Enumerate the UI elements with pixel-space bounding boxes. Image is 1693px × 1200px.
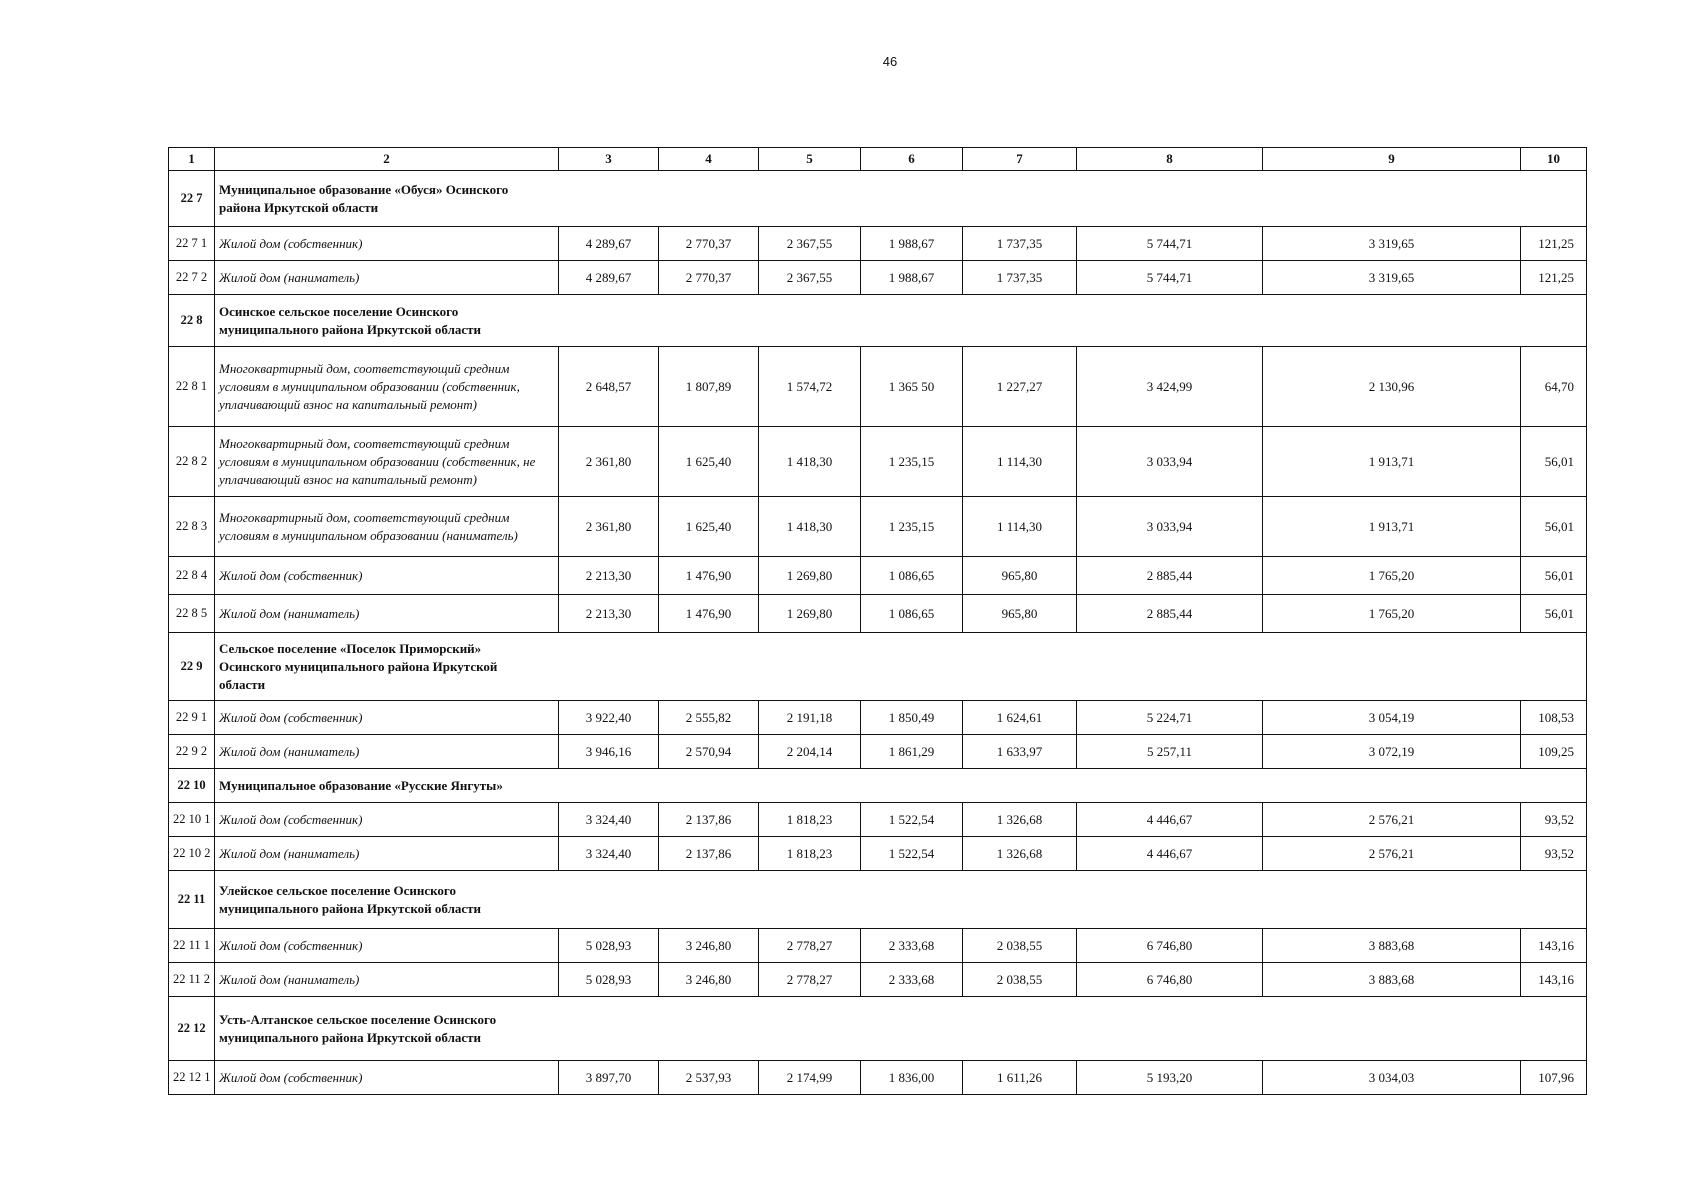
value-cell: 2 778,27 — [759, 929, 861, 963]
value-cell: 1 625,40 — [659, 497, 759, 557]
row-code: 22 8 1 — [169, 347, 215, 427]
row-description: Жилой дом (собственник) — [215, 803, 559, 837]
value-cell: 2 137,86 — [659, 803, 759, 837]
table-row — [169, 261, 1587, 295]
value-cell: 2 885,44 — [1077, 557, 1263, 595]
column-header: 8 — [1077, 148, 1263, 171]
value-cell: 1 326,68 — [963, 803, 1077, 837]
row-description: Жилой дом (наниматель) — [215, 261, 559, 295]
table-row — [169, 595, 1587, 633]
value-cell: 107,96 — [1521, 1061, 1587, 1095]
value-cell: 5 224,71 — [1077, 701, 1263, 735]
value-cell: 4 446,67 — [1077, 837, 1263, 871]
section-title — [215, 769, 1587, 803]
value-cell: 2 137,86 — [659, 837, 759, 871]
value-cell: 1 818,23 — [759, 803, 861, 837]
value-cell: 1 861,29 — [861, 735, 963, 769]
value-cell: 965,80 — [963, 557, 1077, 595]
value-cell: 5 744,71 — [1077, 227, 1263, 261]
row-description: Многоквартирный дом, соответствующий средним условиям в муниципальном образовании (собственник, уплачивающий взнос на капитальный ремонт) — [215, 347, 559, 427]
value-cell: 3 883,68 — [1263, 929, 1521, 963]
column-header: 1 — [169, 148, 215, 171]
section-title-text: Муниципальное образование «Русские Янгуты» — [219, 777, 503, 793]
row-code: 22 8 2 — [169, 427, 215, 497]
value-cell: 3 922,40 — [559, 701, 659, 735]
value-cell: 1 818,23 — [759, 837, 861, 871]
section-row — [169, 871, 1587, 929]
value-cell: 1 418,30 — [759, 497, 861, 557]
value-cell: 2 174,99 — [759, 1061, 861, 1095]
value-cell: 1 418,30 — [759, 427, 861, 497]
tariff-table — [168, 147, 1587, 1095]
table-row — [169, 929, 1587, 963]
row-description: Многоквартирный дом, соответствующий средним условиям в муниципальном образовании (наниматель) — [215, 497, 559, 557]
value-cell: 1 114,30 — [963, 427, 1077, 497]
row-description: Жилой дом (наниматель) — [215, 837, 559, 871]
row-code: 22 8 5 — [169, 595, 215, 633]
table-row — [169, 497, 1587, 557]
value-cell: 1 476,90 — [659, 595, 759, 633]
row-code: 22 11 — [169, 871, 215, 929]
value-cell: 2 130,96 — [1263, 347, 1521, 427]
value-cell: 1 850,49 — [861, 701, 963, 735]
value-cell: 2 778,27 — [759, 963, 861, 997]
value-cell: 5 257,11 — [1077, 735, 1263, 769]
row-code: 22 12 1 — [169, 1061, 215, 1095]
value-cell: 1 737,35 — [963, 261, 1077, 295]
value-cell: 56,01 — [1521, 497, 1587, 557]
row-code: 22 11 2 — [169, 963, 215, 997]
value-cell: 2 191,18 — [759, 701, 861, 735]
value-cell: 3 424,99 — [1077, 347, 1263, 427]
row-description: Жилой дом (наниматель) — [215, 963, 559, 997]
row-description: Жилой дом (собственник) — [215, 701, 559, 735]
value-cell: 1 765,20 — [1263, 557, 1521, 595]
page-number: 46 — [882, 54, 898, 69]
value-cell: 143,16 — [1521, 929, 1587, 963]
value-cell: 56,01 — [1521, 557, 1587, 595]
value-cell: 3 319,65 — [1263, 227, 1521, 261]
value-cell: 93,52 — [1521, 837, 1587, 871]
value-cell: 1 227,27 — [963, 347, 1077, 427]
value-cell: 1 574,72 — [759, 347, 861, 427]
value-cell: 1 624,61 — [963, 701, 1077, 735]
value-cell: 2 770,37 — [659, 227, 759, 261]
value-cell: 2 038,55 — [963, 929, 1077, 963]
value-cell: 3 324,40 — [559, 837, 659, 871]
column-header: 2 — [215, 148, 559, 171]
value-cell: 5 744,71 — [1077, 261, 1263, 295]
row-code: 22 7 2 — [169, 261, 215, 295]
column-header: 5 — [759, 148, 861, 171]
value-cell: 1 765,20 — [1263, 595, 1521, 633]
value-cell: 5 193,20 — [1077, 1061, 1263, 1095]
value-cell: 965,80 — [963, 595, 1077, 633]
value-cell: 1 988,67 — [861, 227, 963, 261]
value-cell: 56,01 — [1521, 427, 1587, 497]
column-header: 6 — [861, 148, 963, 171]
value-cell: 3 033,94 — [1077, 497, 1263, 557]
value-cell: 108,53 — [1521, 701, 1587, 735]
value-cell: 2 213,30 — [559, 557, 659, 595]
row-description: Жилой дом (собственник) — [215, 557, 559, 595]
row-code: 22 9 1 — [169, 701, 215, 735]
column-header: 10 — [1521, 148, 1587, 171]
row-description: Жилой дом (собственник) — [215, 1061, 559, 1095]
section-row — [169, 997, 1587, 1061]
value-cell: 1 365 50 — [861, 347, 963, 427]
value-cell: 93,52 — [1521, 803, 1587, 837]
value-cell: 3 897,70 — [559, 1061, 659, 1095]
value-cell: 2 885,44 — [1077, 595, 1263, 633]
value-cell: 1 807,89 — [659, 347, 759, 427]
table-row — [169, 701, 1587, 735]
row-code: 22 10 2 — [169, 837, 215, 871]
value-cell: 1 269,80 — [759, 595, 861, 633]
value-cell: 3 946,16 — [559, 735, 659, 769]
table-row — [169, 347, 1587, 427]
section-row — [169, 295, 1587, 347]
table-row — [169, 427, 1587, 497]
value-cell: 3 324,40 — [559, 803, 659, 837]
value-cell: 3 246,80 — [659, 929, 759, 963]
table-row — [169, 803, 1587, 837]
section-title — [215, 171, 1587, 227]
value-cell: 3 883,68 — [1263, 963, 1521, 997]
value-cell: 3 072,19 — [1263, 735, 1521, 769]
value-cell: 143,16 — [1521, 963, 1587, 997]
table-row — [169, 227, 1587, 261]
column-header: 7 — [963, 148, 1077, 171]
value-cell: 1 235,15 — [861, 427, 963, 497]
value-cell: 6 746,80 — [1077, 963, 1263, 997]
value-cell: 2 361,80 — [559, 497, 659, 557]
value-cell: 3 319,65 — [1263, 261, 1521, 295]
value-cell: 2 367,55 — [759, 261, 861, 295]
value-cell: 2 555,82 — [659, 701, 759, 735]
table-row — [169, 557, 1587, 595]
row-code: 22 10 1 — [169, 803, 215, 837]
value-cell: 1 913,71 — [1263, 497, 1521, 557]
value-cell: 1 913,71 — [1263, 427, 1521, 497]
row-code: 22 7 — [169, 171, 215, 227]
value-cell: 1 522,54 — [861, 837, 963, 871]
value-cell: 56,01 — [1521, 595, 1587, 633]
row-code: 22 10 — [169, 769, 215, 803]
table-row — [169, 1061, 1587, 1095]
table-row — [169, 963, 1587, 997]
section-title-text: Сельское поселение «Поселок Приморский» Осинского муниципального района Иркутской области — [219, 640, 498, 692]
value-cell: 3 054,19 — [1263, 701, 1521, 735]
value-cell: 2 576,21 — [1263, 803, 1521, 837]
value-cell: 1 269,80 — [759, 557, 861, 595]
value-cell: 2 213,30 — [559, 595, 659, 633]
value-cell: 1 235,15 — [861, 497, 963, 557]
value-cell: 2 576,21 — [1263, 837, 1521, 871]
value-cell: 1 625,40 — [659, 427, 759, 497]
value-cell: 121,25 — [1521, 261, 1587, 295]
table-body — [169, 171, 1587, 1095]
value-cell: 1 737,35 — [963, 227, 1077, 261]
value-cell: 2 770,37 — [659, 261, 759, 295]
value-cell: 2 537,93 — [659, 1061, 759, 1095]
value-cell: 5 028,93 — [559, 963, 659, 997]
section-title — [215, 997, 1587, 1061]
value-cell: 1 086,65 — [861, 557, 963, 595]
row-code: 22 8 — [169, 295, 215, 347]
section-row — [169, 171, 1587, 227]
row-code: 22 8 4 — [169, 557, 215, 595]
column-header: 3 — [559, 148, 659, 171]
value-cell: 2 361,80 — [559, 427, 659, 497]
value-cell: 1 086,65 — [861, 595, 963, 633]
value-cell: 2 204,14 — [759, 735, 861, 769]
row-code: 22 11 1 — [169, 929, 215, 963]
row-description: Жилой дом (собственник) — [215, 929, 559, 963]
value-cell: 3 033,94 — [1077, 427, 1263, 497]
value-cell: 4 289,67 — [559, 227, 659, 261]
row-code: 22 7 1 — [169, 227, 215, 261]
value-cell: 5 028,93 — [559, 929, 659, 963]
table-header-row — [169, 148, 1587, 171]
table-row — [169, 735, 1587, 769]
value-cell: 2 648,57 — [559, 347, 659, 427]
value-cell: 1 633,97 — [963, 735, 1077, 769]
value-cell: 109,25 — [1521, 735, 1587, 769]
value-cell: 4 289,67 — [559, 261, 659, 295]
value-cell: 2 570,94 — [659, 735, 759, 769]
value-cell: 1 836,00 — [861, 1061, 963, 1095]
table-row — [169, 837, 1587, 871]
column-header: 9 — [1263, 148, 1521, 171]
row-description: Многоквартирный дом, соответствующий средним условиям в муниципальном образовании (собственник, не уплачивающий взнос на капитальный ремонт) — [215, 427, 559, 497]
section-title — [215, 295, 1587, 347]
column-header: 4 — [659, 148, 759, 171]
row-code: 22 9 — [169, 633, 215, 701]
row-code: 22 8 3 — [169, 497, 215, 557]
value-cell: 2 038,55 — [963, 963, 1077, 997]
section-title-text: Муниципальное образование «Обуся» Осинского района Иркутской области — [219, 181, 509, 215]
value-cell: 1 114,30 — [963, 497, 1077, 557]
value-cell: 1 476,90 — [659, 557, 759, 595]
section-title-text: Усть-Алтанское сельское поселение Осинского муниципального района Иркутской области — [219, 1011, 497, 1045]
value-cell: 1 522,54 — [861, 803, 963, 837]
row-code: 22 9 2 — [169, 735, 215, 769]
section-title — [215, 871, 1587, 929]
row-code: 22 12 — [169, 997, 215, 1061]
value-cell: 2 367,55 — [759, 227, 861, 261]
value-cell: 1 611,26 — [963, 1061, 1077, 1095]
section-title-text: Осинское сельское поселение Осинского муниципального района Иркутской области — [219, 303, 482, 337]
value-cell: 3 246,80 — [659, 963, 759, 997]
row-description: Жилой дом (собственник) — [215, 227, 559, 261]
section-title — [215, 633, 1587, 701]
value-cell: 3 034,03 — [1263, 1061, 1521, 1095]
section-title-text: Улейское сельское поселение Осинского муниципального района Иркутской области — [219, 882, 482, 916]
value-cell: 2 333,68 — [861, 929, 963, 963]
section-row — [169, 633, 1587, 701]
value-cell: 64,70 — [1521, 347, 1587, 427]
value-cell: 4 446,67 — [1077, 803, 1263, 837]
row-description: Жилой дом (наниматель) — [215, 595, 559, 633]
value-cell: 2 333,68 — [861, 963, 963, 997]
section-row — [169, 769, 1587, 803]
value-cell: 121,25 — [1521, 227, 1587, 261]
row-description: Жилой дом (наниматель) — [215, 735, 559, 769]
value-cell: 1 988,67 — [861, 261, 963, 295]
value-cell: 6 746,80 — [1077, 929, 1263, 963]
value-cell: 1 326,68 — [963, 837, 1077, 871]
